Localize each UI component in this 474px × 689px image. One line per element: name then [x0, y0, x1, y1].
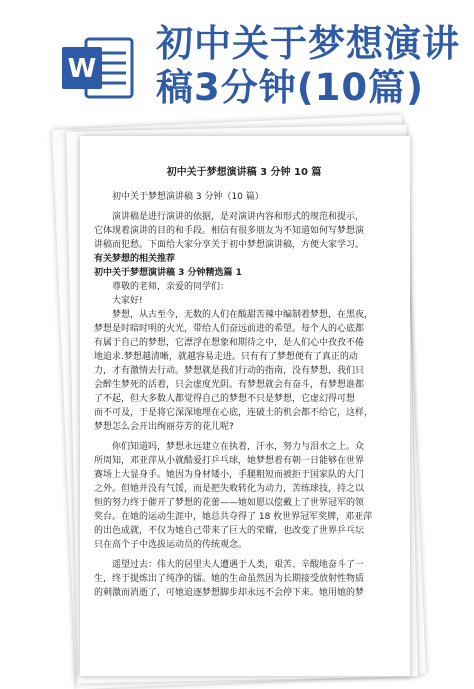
- para-line: 的刺激而消逝了，可她追逐梦想脚步却永远不会停下来。她用她的梦: [94, 588, 365, 598]
- para-line: 遥望过去：伟大的居里夫人遭遇于人类，艰苦、辛酸地奋斗了一: [112, 560, 365, 570]
- para-line: 了不起，但大多数人都觉得自己的梦想不只是梦想，它虚幻得可想: [94, 394, 356, 404]
- word-doc-icon: [60, 35, 136, 101]
- doc-subtitle: 初中关于梦想演讲稿 3 分钟（10 篇）: [112, 192, 264, 202]
- para-line: 赛场上大显身手。她因为身材矮小，手腿粗短而被拒于国家队的大门: [94, 470, 365, 480]
- para-line: 之外。但她并没有气馁，而是把失败转化为动力，苦练球技，持之以: [94, 484, 365, 494]
- paragraph-1: [94, 308, 394, 434]
- para-line: 地追求.梦想越清晰，就越容易走进。只有有了梦想便有了真正的动: [94, 352, 358, 362]
- para-line: 的出色成就，不仅为她自己带来了巨大的荣耀，也改变了世界乒乓坛: [94, 526, 365, 536]
- para-line: 梦想怎么会开出绚丽芬芳的花儿呢?: [94, 422, 234, 432]
- doc-title: 初中关于梦想演讲稿 3 分钟 10 篇: [166, 167, 322, 178]
- svg-text:W: W: [67, 54, 97, 84]
- para-line: 会醉生梦死的活着，只会虚度光阴。有梦想就会有奋斗，有梦想谁都: [94, 380, 365, 390]
- hello: 大家好!: [112, 296, 143, 306]
- document-content: [94, 166, 394, 600]
- document-headline: [156, 22, 466, 110]
- page-header: [0, 0, 474, 118]
- para-line: 梦想，从古至今，无数的人们在酸甜苦辣中编制着梦想，在黑夜，: [112, 310, 374, 320]
- para-line: 力，才有激情去行动。梦想就是我们行动的指南，没有梦想，我们只: [94, 366, 365, 376]
- intro-line: 它体现着演讲的目的和手段。相信有很多朋友为不知道如何写梦想演: [94, 226, 365, 236]
- section-heading: 初中关于梦想演讲稿 3 分钟精选篇 1: [94, 268, 242, 278]
- intro-paragraph: [94, 210, 394, 252]
- intro-line: 演讲稿是进行演讲的依据，是对演讲内容和形式的规范和提示，: [112, 212, 365, 222]
- headline-line-1: 初中关于梦想演讲: [156, 22, 460, 65]
- para-line: 你们知道吗，梦想永远建立在执着，汗水，努力与泪水之上。众: [112, 442, 365, 452]
- related-heading[interactable]: 有关梦想的相关推荐: [94, 254, 176, 264]
- para-line: 而不可及，于是将它深深地埋在心底，连破土的机会都不给它，这样，: [94, 408, 374, 418]
- para-line: 所周知，邓亚萍从小就酷爱打乒乓球，她梦想着有朝一日能够在世界: [94, 456, 365, 466]
- paragraph-3: [94, 558, 394, 600]
- para-line: 生，终于提炼出了纯净的镭。她的生命虽然因为长期接受放射性物质: [94, 574, 365, 584]
- headline-line-2: 稿3分钟(10篇): [156, 66, 425, 109]
- para-line: 只在高个子中选拔运动员的传统观念。: [94, 540, 248, 550]
- para-line: 恒的努力终于催开了梦想的花蕾——她如愿以偿戴上了世界冠军的领: [94, 498, 365, 508]
- para-line: 有属于自己的梦想，它漂浮在想象和期待之中，是人们心中孜孜不倦: [94, 338, 365, 348]
- para-line: 梦想是时暗时明的火光，带给人们奋远前进的希望。每个人的心底都: [94, 324, 365, 334]
- paragraph-2: [94, 440, 394, 552]
- intro-line: 讲稿而犯愁。下面给大家分享关于初中梦想演讲稿，方便大家学习。: [94, 240, 365, 250]
- para-line: 奖台。在她的运动生涯中，她总共夺得了 18 枚世界冠军奖牌，邓亚萍: [94, 512, 373, 522]
- greeting: 尊敬的老师，亲爱的同学们：: [112, 282, 230, 292]
